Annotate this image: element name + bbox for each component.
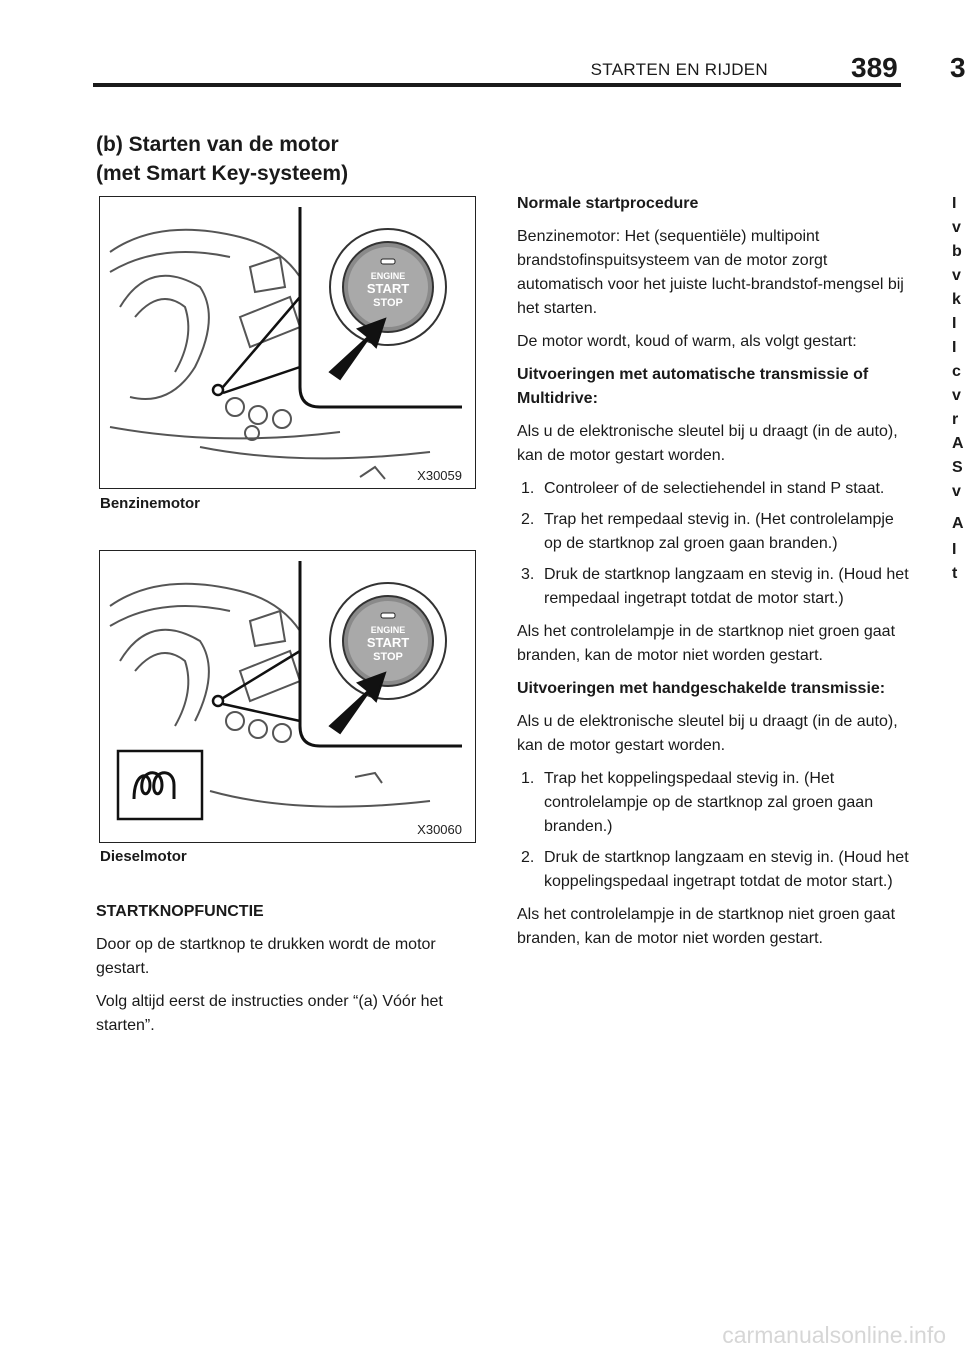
figure-caption-petrol: Benzinemotor <box>100 495 201 512</box>
edge-fragment: b <box>952 243 962 260</box>
start-button-function-heading: STARTKNOPFUNCTIE <box>96 903 264 920</box>
figure-code: X30059 <box>417 468 462 483</box>
petrol-engine-paragraph: Benzinemotor: Het (sequentiële) multipoint brandstofinspuitsysteem van de motor zorgt automatisch voor het juiste lucht‑brandstof-mengsel bij het starten. <box>517 228 904 317</box>
figure-code: X30060 <box>417 822 462 837</box>
button-label-stop: STOP <box>373 297 403 309</box>
edge-fragment: r <box>952 411 959 428</box>
section-title <box>96 130 348 188</box>
edge-fragment: A <box>952 515 964 532</box>
figure-caption-diesel: Dieselmotor <box>100 848 187 865</box>
section-title-line-1: (b) Starten van de motor <box>96 133 339 156</box>
section-title-line-2: (met Smart Key‑systeem) <box>96 162 349 185</box>
start-button-function-note: Volg altijd eerst de instructies onder “(a) Vóór het starten”. <box>96 993 443 1034</box>
normal-start-heading: Normale startprocedure <box>517 195 699 212</box>
edge-fragment: v <box>952 387 961 404</box>
button-label-engine: ENGINE <box>370 271 406 281</box>
edge-fragment: v <box>952 219 961 236</box>
list-item <box>517 477 912 501</box>
normal-start-procedure-section <box>517 192 912 960</box>
edge-fragment: t <box>952 565 958 582</box>
start-button-function-paragraph: Door op de startknop te drukken wordt de motor gestart. <box>96 936 436 977</box>
dashboard-illustration <box>100 197 475 488</box>
step-number: 1. <box>521 770 535 787</box>
list-item <box>517 846 912 894</box>
automatic-intro: Als u de elektronische sleutel bij u draagt (in de auto), kan de motor gestart worden. <box>517 423 898 464</box>
edge-fragment: I <box>952 315 957 332</box>
manual-note: Als het controlelampje in de startknop niet groen gaat branden, kan de motor niet worden gestart. <box>517 906 896 947</box>
step-text: Controleer of de selectiehendel in stand P staat. <box>544 480 885 497</box>
watermark: carmanualsonline.info <box>722 1322 946 1348</box>
edge-fragment: k <box>952 291 961 308</box>
step-number: 3. <box>521 566 535 583</box>
edge-fragment: v <box>952 483 961 500</box>
figure-diesel-dashboard <box>99 550 476 843</box>
edge-fragment: A <box>952 435 964 452</box>
running-title: STARTEN EN RIJDEN <box>590 60 768 79</box>
glow-plug-indicator-icon <box>118 751 202 819</box>
edge-fragment: I <box>952 541 957 558</box>
step-number: 2. <box>521 511 535 528</box>
dashboard-illustration <box>100 551 475 842</box>
header-rule <box>93 83 901 87</box>
start-button-function-section <box>96 900 478 1047</box>
list-item <box>517 508 912 556</box>
manual-transmission-heading: Uitvoeringen met handgeschakelde transmissie: <box>517 680 886 697</box>
edge-fragment: I <box>952 195 957 212</box>
page-number: 389 <box>851 52 898 83</box>
next-page-number-fragment: 3 <box>950 52 966 83</box>
step-number: 1. <box>521 480 535 497</box>
list-item <box>517 563 912 611</box>
manual-steps-list <box>517 767 912 894</box>
cold-warm-paragraph: De motor wordt, koud of warm, als volgt gestart: <box>517 333 857 350</box>
automatic-transmission-heading: Uitvoeringen met automatische transmissie of Multidrive: <box>517 366 869 407</box>
step-text: Trap het rempedaal stevig in. (Het controlelampje op de startknop zal groen gaan branden.) <box>544 511 894 552</box>
edge-fragment: I <box>952 339 957 356</box>
edge-fragment: v <box>952 267 961 284</box>
button-label-start: START <box>366 281 410 296</box>
step-text: Trap het koppelingspedaal stevig in. (Het controlelampje op de startknop zal groen gaan branden.) <box>544 770 874 835</box>
button-label-stop: STOP <box>373 651 403 663</box>
edge-fragment: S <box>952 459 963 476</box>
figure-petrol-dashboard <box>99 196 476 489</box>
button-label-start: START <box>366 635 410 650</box>
edge-fragment: c <box>952 363 961 380</box>
automatic-note: Als het controlelampje in de startknop niet groen gaat branden, kan de motor niet worden gestart. <box>517 623 896 664</box>
list-item <box>517 767 912 839</box>
button-label-engine: ENGINE <box>370 625 406 635</box>
step-text: Druk de startknop langzaam en stevig in. (Houd het koppelingspedaal ingetrapt totdat de motor start.) <box>544 849 909 890</box>
automatic-steps-list <box>517 477 912 611</box>
step-number: 2. <box>521 849 535 866</box>
manual-intro: Als u de elektronische sleutel bij u draagt (in de auto), kan de motor gestart worden. <box>517 713 898 754</box>
step-text: Druk de startknop langzaam en stevig in. (Houd het rempedaal ingetrapt totdat de motor start.) <box>544 566 909 607</box>
